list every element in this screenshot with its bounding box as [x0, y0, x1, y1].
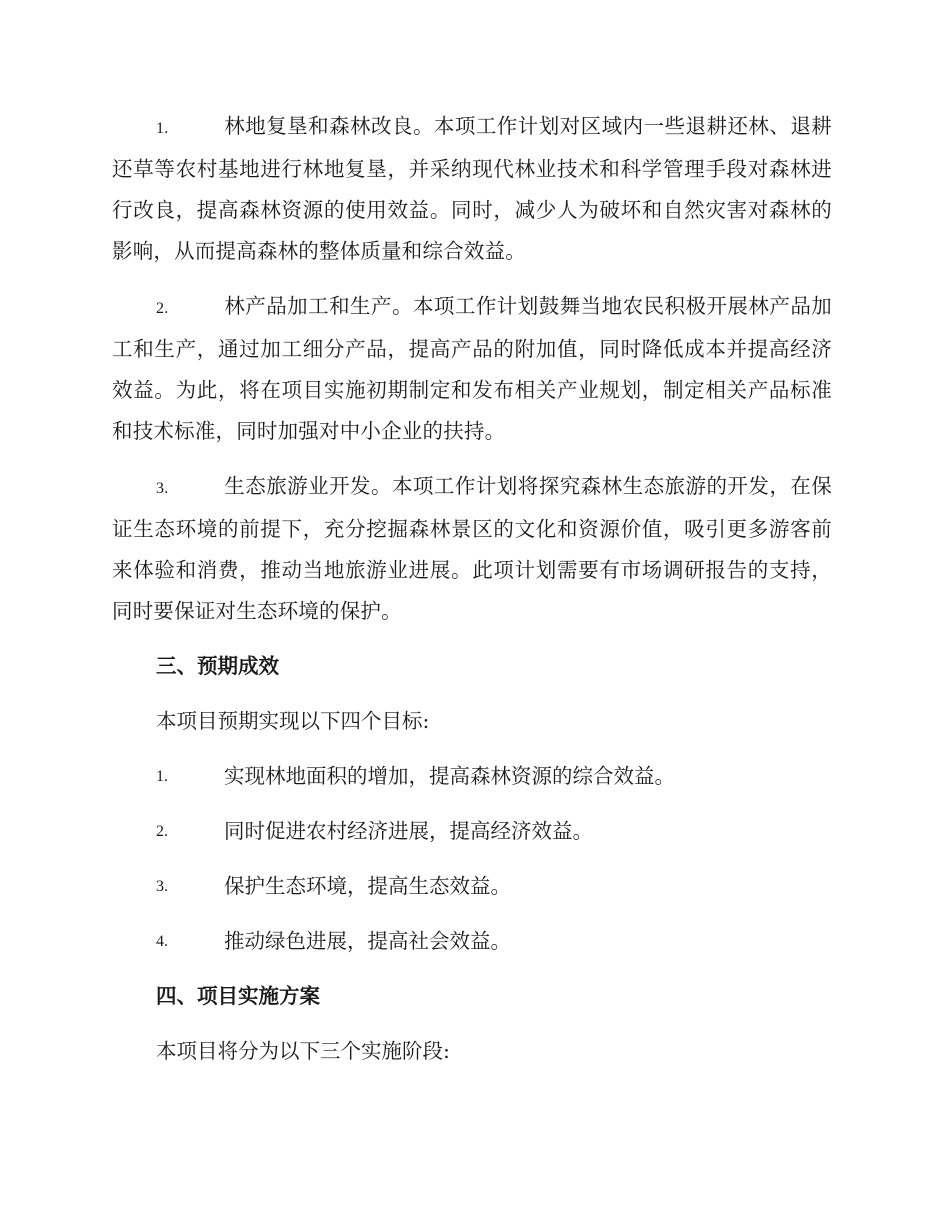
list-number: 1.	[156, 768, 168, 785]
work-item-paragraph	[112, 106, 832, 272]
list-item	[112, 811, 832, 852]
list-item-text: 保护生态环境，提高生态效益。	[224, 874, 511, 898]
section-intro: 本项目预期实现以下四个目标:	[156, 709, 430, 733]
work-item-paragraph	[112, 286, 832, 452]
list-item-text: 同时促进农村经济进展，提高经济效益。	[224, 819, 593, 843]
list-item-text: 实现林地面积的增加，提高森林资源的综合效益。	[224, 764, 675, 788]
section-intro: 本项目将分为以下三个实施阶段:	[156, 1039, 450, 1063]
list-number: 1.	[156, 120, 169, 137]
section-heading-expected-results: 三、预期成效	[156, 654, 279, 678]
list-number: 3.	[156, 878, 168, 895]
list-number: 2.	[156, 823, 168, 840]
section-heading-implementation-plan: 四、项目实施方案	[156, 984, 320, 1008]
paragraph-text: 林地复垦和森林改良。本项工作计划对区域内一些退耕还林、退耕还草等农村基地进行林地复垦，并采纳现代林业技术和科学管理手段对森林进行改良，提高森林资源的使用效益。同时，减少人为破坏和自然灾害对森林的影响，从而提高森林的整体质量和综合效益。	[112, 114, 832, 263]
list-item	[112, 866, 832, 907]
work-item-paragraph	[112, 466, 832, 632]
list-number: 2.	[156, 300, 169, 317]
document-page	[112, 106, 832, 1086]
list-number: 3.	[156, 480, 169, 497]
list-item	[112, 921, 832, 962]
paragraph-text: 生态旅游业开发。本项工作计划将探究森林生态旅游的开发，在保证生态环境的前提下，充分挖掘森林景区的文化和资源价值，吸引更多游客前来体验和消费，推动当地旅游业进展。此项计划需要有市场调研报告的支持，同时要保证对生态环境的保护。	[112, 474, 832, 623]
list-item	[112, 756, 832, 797]
list-item-text: 推动绿色进展，提高社会效益。	[224, 929, 511, 953]
list-number: 4.	[156, 933, 168, 950]
paragraph-text: 林产品加工和生产。本项工作计划鼓舞当地农民积极开展林产品加工和生产，通过加工细分产品，提高产品的附加值，同时降低成本并提高经济效益。为此，将在项目实施初期制定和发布相关产业规划，制定相关产品标准和技术标准，同时加强对中小企业的扶持。	[112, 294, 832, 443]
